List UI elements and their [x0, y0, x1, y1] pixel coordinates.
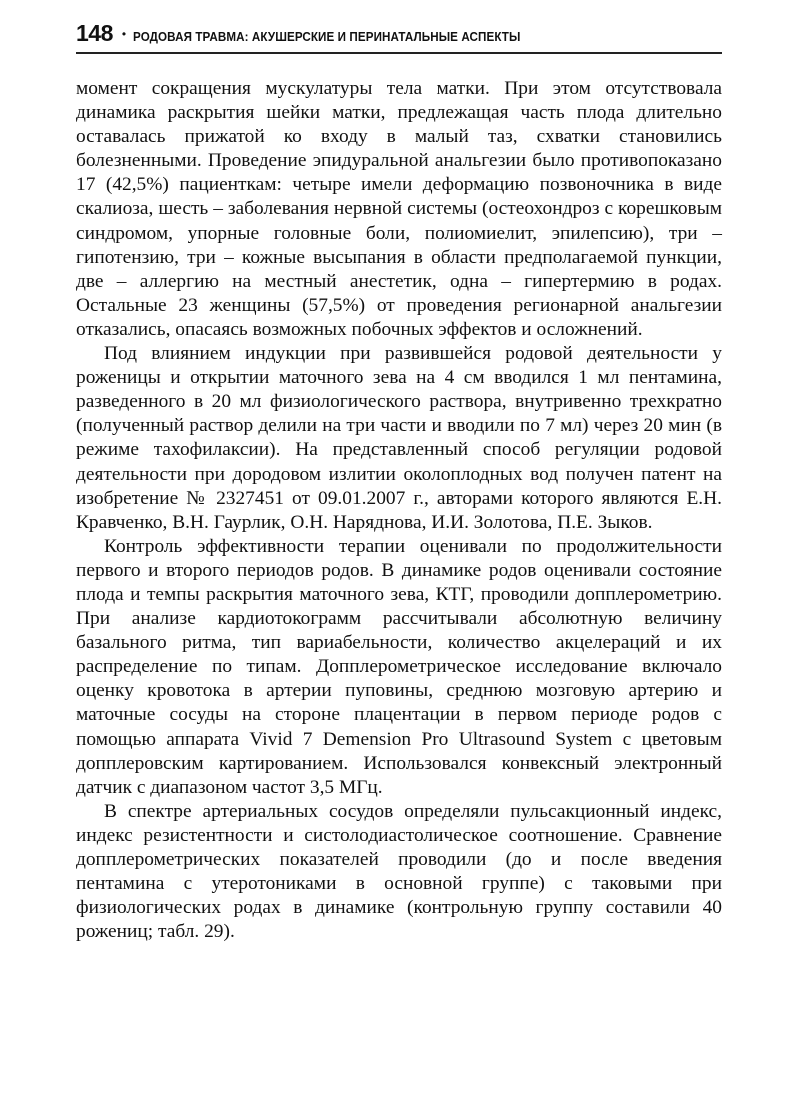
body-text — [76, 77, 722, 944]
running-header — [76, 20, 722, 50]
paragraph: Контроль эффективности терапии оценивали по продолжительности первого и второго периодов родов. В динамике родов оценивали состояние плода и темпы раскрытия маточного зева, КТГ, проводили допплерометрию. При анализе кардиотокограмм рассчитывали абсолютную величину базального ритма, тип вариабельности, количество акцелераций и их распределение по типам. Допплерометрическое исследование включало оценку кровотока в артерии пуповины, среднюю мозговую артерию и маточные сосуды на стороне плацентации в первом периоде родов с помощью аппарата Vivid 7 Demension Pro Ultrasound System с цветовым допплеровским картированием. Использовался конвексный электронный датчик с диапазоном частот 3,5 МГц. — [76, 535, 722, 798]
paragraph: момент сокращения мускулатуры тела матки. При этом отсутствовала динамика раскрытия шейки матки, предлежащая часть плода длительно оставалась прижатой ко входу в малый таз, схватки становились болезненными. Проведение эпидуральной анальгезии было противопоказано 17 (42,5%) пациенткам: четыре имели деформацию позвоночника в виде скалиоза, шесть – заболевания нервной системы (остеохондроз с корешковым синдромом, упорные головные боли, полиомиелит, эпилепсию), три – гипотензию, три – кожные высыпания в области предполагаемой пункции, две – аллергию на местный анестетик, одна – гипертермию в родах. Остальные 23 женщины (57,5%) от проведения регионарной анальгезии отказались, опасаясь возможных побочных эффектов и осложнений. — [76, 78, 722, 340]
header-bullet: • — [121, 27, 127, 41]
header-rule — [76, 52, 722, 54]
paragraph: В спектре артериальных сосудов определяли пульсакционный индекс, индекс резистентности и систолодиастолическое соотношение. Сравнение допплерометрических показателей проводили (до и после введения пентамина с утеротониками в основной группе) с таковыми при физиологических родах в динамике (контрольную группу составили 40 рожениц; табл. 29). — [76, 800, 722, 943]
paragraph: Под влиянием индукции при развившейся родовой деятельности у роженицы и открытии маточного зева на 4 см вводился 1 мл пентамина, разведенного в 20 мл физиологического раствора, внутривенно трехкратно (полученный раствор делили на три части и вводили по 7 мл) через 20 мин (в режиме тахофилаксии). На представленный способ регуляции родовой деятельности при дородовом излитии околоплодных вод получен патент на изобретение № 2327451 от 09.01.2007 г., авторами которого являются Е.Н. Кравченко, В.Н. Гаурлик, О.Н. Наряднова, И.И. Золотова, П.Е. Зыков. — [76, 343, 722, 533]
running-title: РОДОВАЯ ТРАВМА: АКУШЕРСКИЕ И ПЕРИНАТАЛЬНЫЕ АСПЕКТЫ — [133, 30, 521, 44]
page-number: 148 — [76, 20, 113, 46]
